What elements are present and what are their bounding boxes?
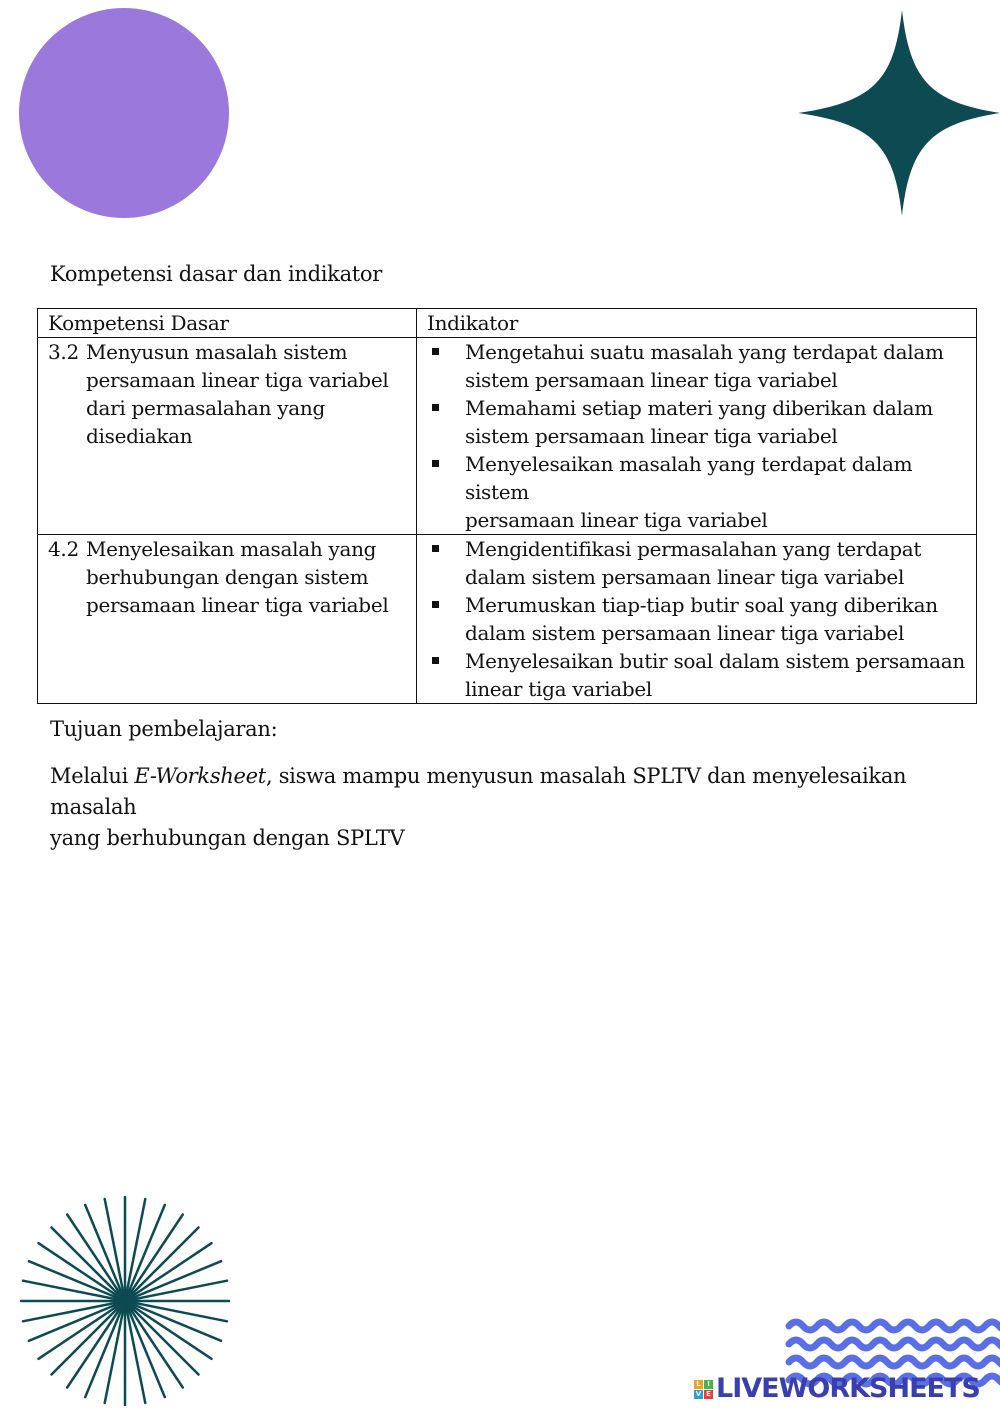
- tujuan-label: Tujuan pembelajaran:: [50, 717, 278, 741]
- burst-ray: [52, 1228, 126, 1302]
- tujuan-prefix: Melalui: [50, 764, 135, 788]
- table-row: [38, 535, 977, 704]
- competency-table: [37, 308, 977, 704]
- indicator-line: persamaan linear tiga variabel: [465, 508, 768, 532]
- burst-ray: [125, 1228, 199, 1302]
- starburst-decoration: [18, 1194, 232, 1408]
- indicator-line: sistem persamaan linear tiga variabel: [465, 424, 838, 448]
- brand-name: LIVEWORKSHEETS: [716, 1373, 980, 1404]
- kd-number: 3.2: [48, 340, 79, 364]
- indicator-list: [427, 535, 966, 703]
- header-indikator: Indikator: [417, 309, 977, 338]
- liveworksheets-logo-icon: [694, 1380, 713, 1399]
- wave-line: [789, 1340, 1000, 1348]
- kd-line: berhubungan dengan sistem: [86, 565, 369, 589]
- indicator-item: [427, 338, 966, 394]
- four-point-star-decoration: [798, 10, 1000, 216]
- indicator-line: Memahami setiap materi yang diberikan dalam: [465, 396, 933, 420]
- table-row: [38, 338, 977, 535]
- logo-letter: L: [694, 1380, 703, 1389]
- indicator-cell: [417, 535, 977, 704]
- table-header-row: [38, 309, 977, 338]
- logo-letter: E: [704, 1390, 713, 1399]
- indicator-line: Menyelesaikan masalah yang terdapat dalam sistem: [465, 452, 913, 504]
- kd-line: Menyelesaikan masalah yang: [86, 537, 377, 561]
- tujuan-emphasis: E-Worksheet: [134, 764, 266, 788]
- indicator-line: Mengidentifikasi permasalahan yang terdapat: [465, 537, 922, 561]
- tujuan-line2: yang berhubungan dengan SPLTV: [50, 826, 405, 850]
- header-kompetensi-dasar: Kompetensi Dasar: [38, 309, 417, 338]
- indicator-cell: [417, 338, 977, 535]
- indicator-line: linear tiga variabel: [465, 677, 653, 701]
- logo-letter: V: [695, 1390, 702, 1398]
- indicator-item: [427, 450, 966, 534]
- kd-number: 4.2: [48, 537, 79, 561]
- kd-line: disediakan: [86, 424, 193, 448]
- indicator-line: Merumuskan tiap-tiap butir soal yang diberikan: [465, 593, 938, 617]
- burst-ray: [52, 1301, 126, 1375]
- kd-line: dari permasalahan yang: [86, 396, 325, 420]
- tujuan-line1: , siswa mampu menyusun masalah SPLTV dan menyelesaikan masalah: [50, 764, 907, 819]
- indicator-item: [427, 647, 966, 703]
- purple-circle-decoration: [18, 7, 230, 219]
- burst-ray: [125, 1301, 199, 1375]
- section-title: Kompetensi dasar dan indikator: [50, 262, 383, 286]
- kd-cell: [38, 338, 417, 535]
- liveworksheets-brand[interactable]: [694, 1374, 980, 1404]
- indicator-line: dalam sistem persamaan linear tiga variabel: [465, 621, 905, 645]
- indicator-line: Menyelesaikan butir soal dalam sistem persamaan: [465, 649, 965, 673]
- indicator-item: [427, 394, 966, 450]
- kd-line: persamaan linear tiga variabel: [86, 368, 389, 392]
- indicator-list: [427, 338, 966, 534]
- wave-line: [789, 1358, 1000, 1366]
- indicator-item: [427, 591, 966, 647]
- kd-cell: [38, 535, 417, 704]
- kd-text: [86, 535, 406, 619]
- kd-line: persamaan linear tiga variabel: [86, 593, 389, 617]
- indicator-line: dalam sistem persamaan linear tiga variabel: [465, 565, 905, 589]
- kd-text: [86, 338, 406, 450]
- logo-letter: I: [704, 1380, 713, 1389]
- indicator-item: [427, 535, 966, 591]
- indicator-line: Mengetahui suatu masalah yang terdapat dalam: [465, 340, 944, 364]
- tujuan-paragraph: [50, 761, 950, 854]
- wave-line: [789, 1322, 1000, 1330]
- kd-line: Menyusun masalah sistem: [86, 340, 348, 364]
- indicator-line: sistem persamaan linear tiga variabel: [465, 368, 838, 392]
